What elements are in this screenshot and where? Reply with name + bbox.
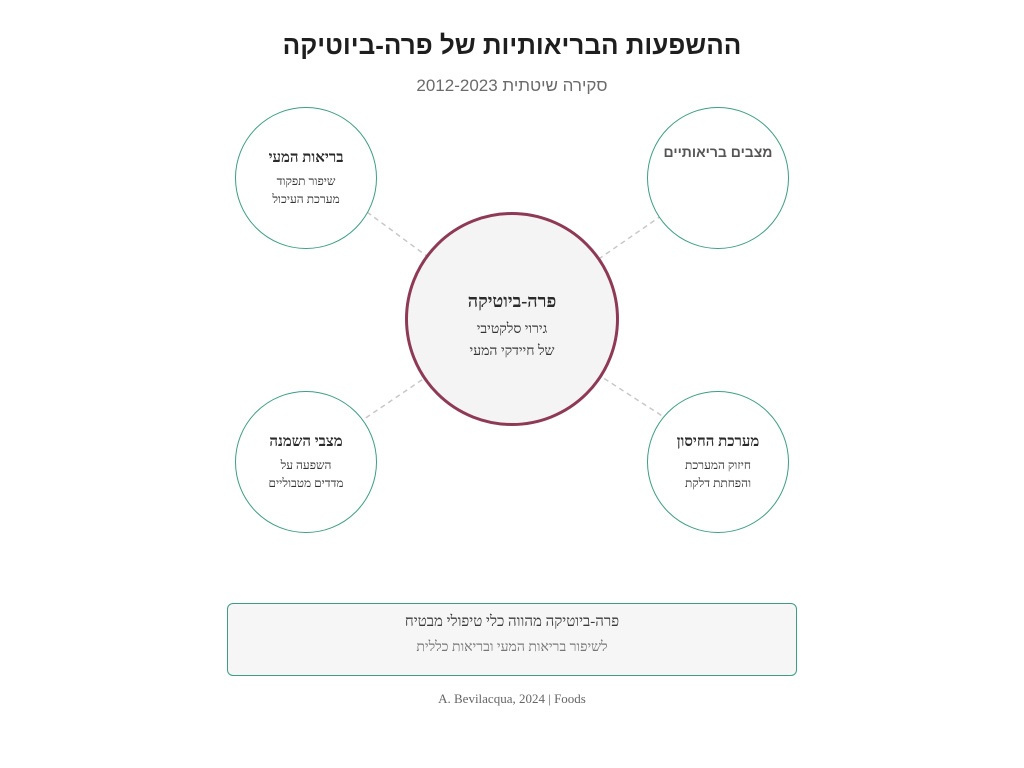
center-title: פרה-ביוטיקה (467, 291, 557, 311)
node-obesity (235, 391, 377, 533)
node-gut-health (235, 107, 377, 249)
node-immune-system (647, 391, 789, 533)
citation: A. Bevilacqua, 2024 | Foods (438, 691, 586, 706)
node-line: שיפור תפקוד (276, 174, 336, 188)
node-title: בריאות המעי (268, 150, 344, 166)
node-line: חיזוק המערכת (685, 458, 751, 472)
node-line: השפעה על (280, 458, 332, 472)
center-line: גירוי סלקטיבי (476, 322, 548, 337)
page-subtitle: סקירה שיטתית 2012-2023 (416, 76, 608, 95)
node-health-conditions (647, 107, 789, 249)
summary-line: לשיפור בריאות המעי ובריאות כללית (416, 640, 608, 655)
node-line: מערכת העיכול (272, 192, 340, 206)
center-line: של חיידקי המעי (469, 344, 555, 359)
summary-line: פרה-ביוטיקה מהווה כלי טיפולי מבטיח (404, 614, 620, 630)
node-line: והפחתת דלקת (684, 476, 752, 490)
page-title: ההשפעות הבריאותיות של פרה-ביוטיקה (282, 30, 742, 60)
node-title: מצבי השמנה (269, 434, 343, 450)
node-line: מדדים מטבוליים (268, 476, 344, 490)
node-prebiotics-center (405, 212, 619, 426)
node-title: מצבים בריאותיים (663, 144, 773, 160)
node-title: מערכת החיסון (676, 434, 760, 450)
summary-box (227, 603, 797, 676)
